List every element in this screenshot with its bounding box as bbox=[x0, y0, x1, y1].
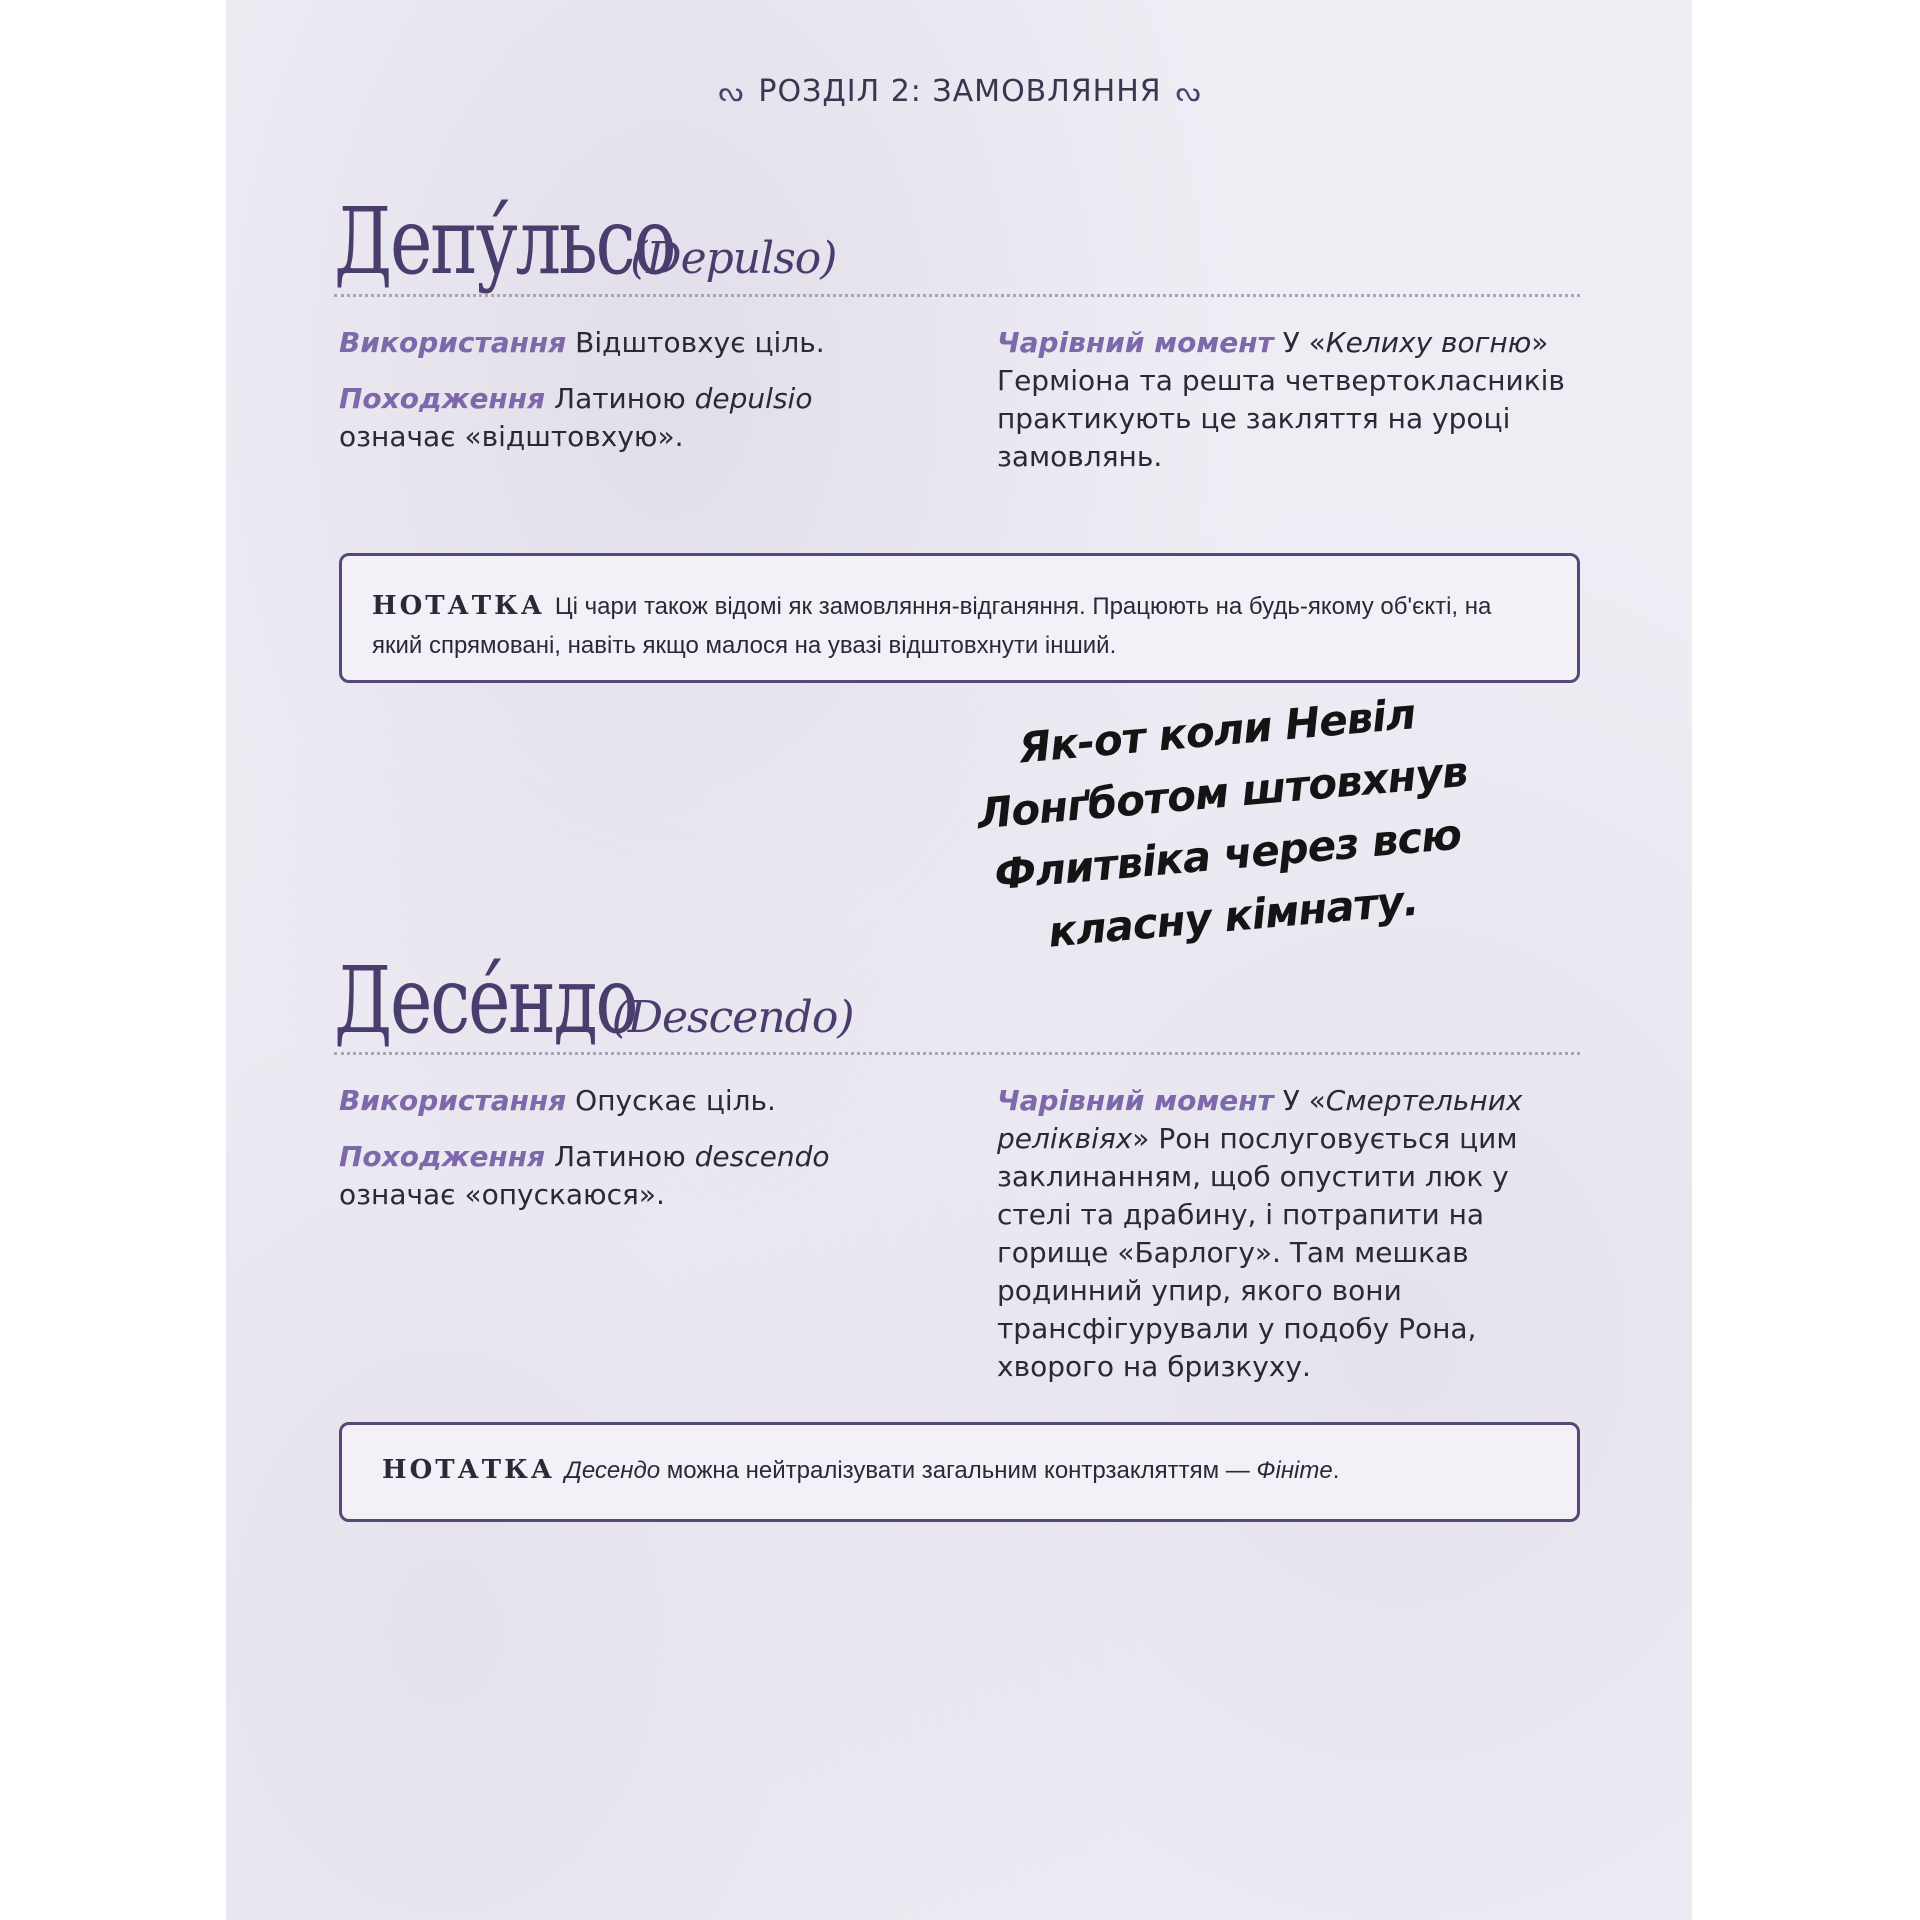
note-text: можна нейтралізувати загальним контрзакляттям — bbox=[660, 1457, 1257, 1484]
note-end: . bbox=[1332, 1457, 1340, 1484]
origin-label: Походження bbox=[339, 1140, 546, 1173]
origin-text: Латиною bbox=[554, 1140, 686, 1173]
note-text: Ці чари також відомі як замовляння-відганяння. Працюють на будь-якому об'єкті, на який спрямовані, навіть якщо малося на увазі відштовхнути інший. bbox=[372, 593, 1492, 659]
spell-name: Депу́льсо bbox=[334, 188, 675, 295]
magic-moment bbox=[997, 324, 1587, 476]
note-label: НОТАТКА bbox=[382, 1455, 555, 1485]
usage-label: Використання bbox=[339, 326, 567, 359]
moment-text: » Герміона та решта четвертокласників практикують це закляття на уроці замовлянь. bbox=[997, 326, 1565, 473]
origin-meaning: означає «опускаюся». bbox=[339, 1178, 665, 1211]
ornament-icon: ᔓ bbox=[1175, 75, 1202, 108]
moment-label: Чарівний момент bbox=[997, 326, 1274, 359]
spell-name: Десе́ндо bbox=[334, 947, 637, 1054]
note-label: НОТАТКА bbox=[372, 591, 545, 621]
origin-word: depulsio bbox=[694, 382, 813, 415]
spell-latin: (Descendo) bbox=[611, 992, 854, 1043]
book-title: Смертельних реліквіях bbox=[997, 1084, 1523, 1155]
chapter-header bbox=[0, 74, 1920, 109]
spell-title bbox=[334, 947, 853, 1054]
moment-label: Чарівний момент bbox=[997, 1084, 1274, 1117]
divider bbox=[334, 294, 1580, 297]
origin-meaning: означає «відштовхую». bbox=[339, 420, 684, 453]
spell-title bbox=[334, 188, 836, 295]
magic-moment bbox=[997, 1082, 1577, 1386]
note-counterspell: Фініте bbox=[1256, 1457, 1333, 1484]
spell-info-left bbox=[339, 324, 919, 456]
note-box bbox=[339, 553, 1580, 683]
usage-text: Відштовхує ціль. bbox=[575, 326, 825, 359]
note-spell: Десендо bbox=[564, 1457, 661, 1484]
origin-label: Походження bbox=[339, 382, 546, 415]
spell-latin: (Depulso) bbox=[630, 233, 837, 284]
moment-pre: У « bbox=[1282, 326, 1326, 359]
moment-pre: У « bbox=[1282, 1084, 1326, 1117]
note-box bbox=[339, 1422, 1580, 1522]
usage-text: Опускає ціль. bbox=[575, 1084, 776, 1117]
origin-text: Латиною bbox=[554, 382, 686, 415]
moment-text: » Рон послуговується цим заклинанням, щоб опустити люк у стелі та драбину, і потрапити на горище «Барлогу». Там мешкав родинний упир, якого вони трансфігурували у подобу Рона, хворого на бризкуху. bbox=[997, 1122, 1518, 1383]
ornament-icon: ᔓ bbox=[718, 75, 745, 108]
spell-info-left bbox=[339, 1082, 919, 1214]
chapter-title: РОЗДІЛ 2: ЗАМОВЛЯННЯ bbox=[758, 74, 1162, 109]
usage-label: Використання bbox=[339, 1084, 567, 1117]
book-title: Келиху вогню bbox=[1325, 326, 1532, 359]
origin-word: descendo bbox=[694, 1140, 830, 1173]
handwritten-note: Як-от коли Невіл Лонґботом штовхнув Флитвіка через всю класну кімнату. bbox=[975, 689, 1470, 957]
divider bbox=[334, 1052, 1580, 1055]
